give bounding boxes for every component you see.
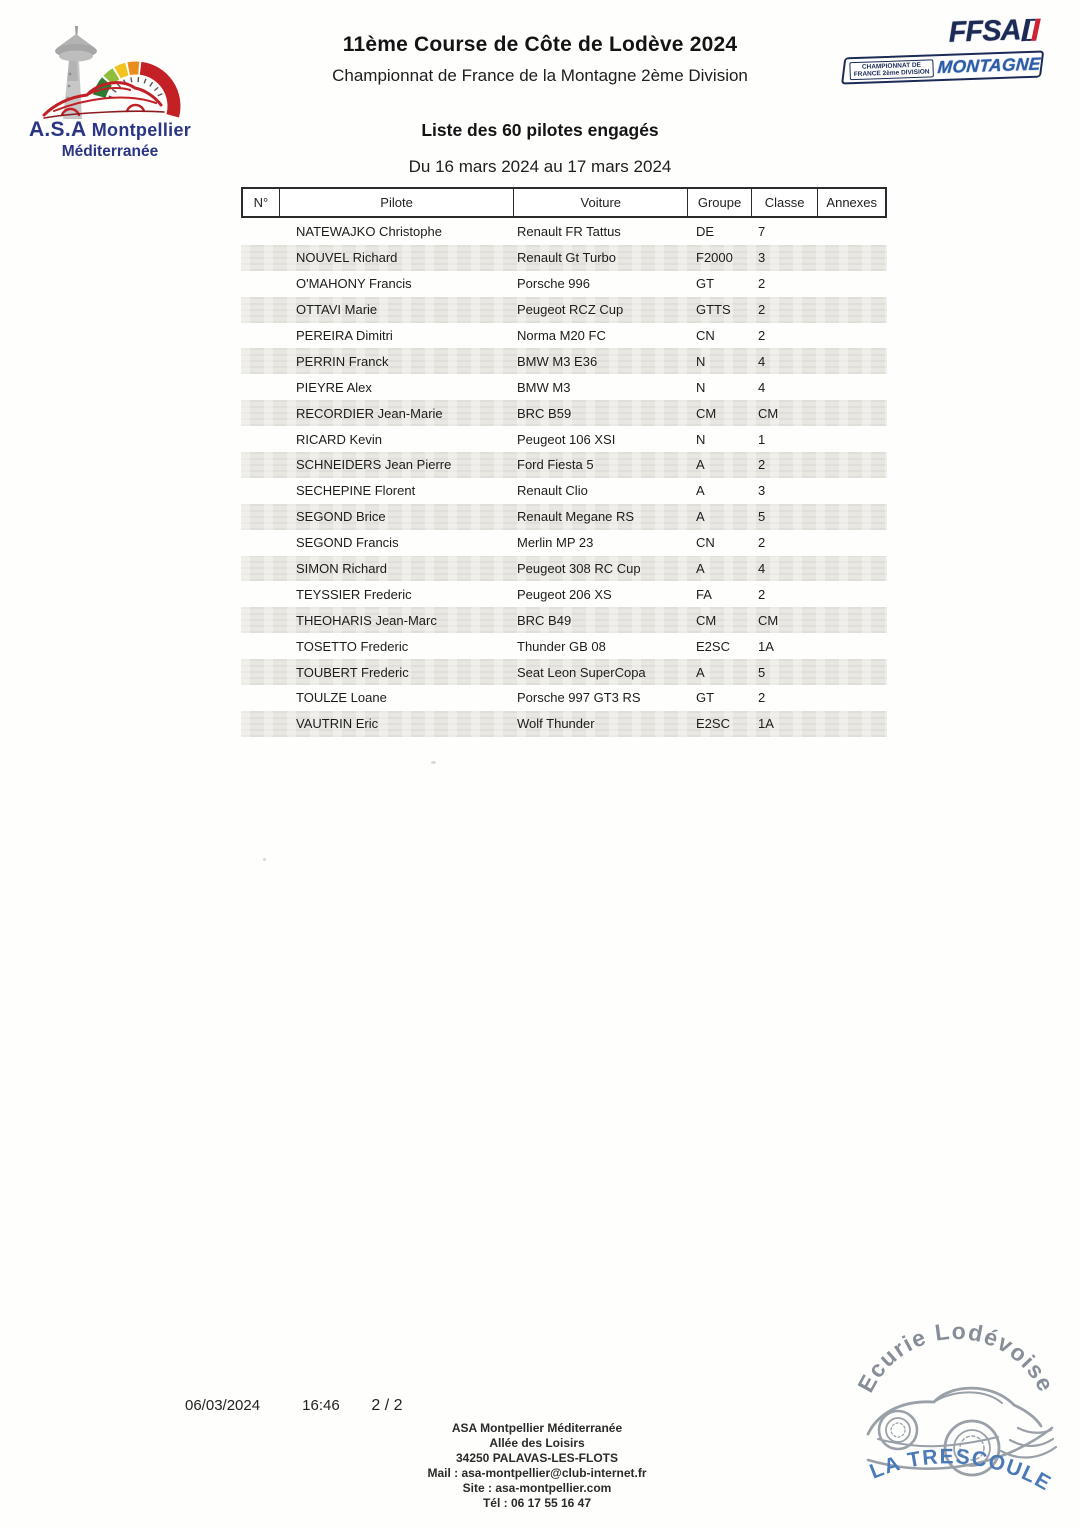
cell-groupe: E2SC — [696, 716, 730, 732]
cell-groupe: A — [696, 457, 705, 473]
table-row — [241, 245, 887, 271]
cell-classe: 2 — [758, 457, 766, 473]
cell-voiture: Renault FR Tattus — [517, 224, 621, 240]
cell-voiture: Thunder GB 08 — [517, 638, 606, 654]
scan-speck — [431, 761, 436, 764]
column-header-annexes: Annexes — [826, 195, 878, 210]
cell-pilote: NATEWAJKO Christophe — [296, 224, 442, 240]
cell-classe: CM — [758, 612, 779, 628]
cell-voiture: Porsche 996 — [517, 276, 590, 292]
table-row — [241, 297, 887, 323]
column-header-n-: N° — [243, 189, 280, 216]
org-address-line: Mail : asa-montpellier@club-internet.fr — [427, 1465, 647, 1480]
cell-pilote: THEOHARIS Jean-Marc — [296, 612, 437, 628]
ecurie-lodevoise-logo — [850, 1318, 1065, 1525]
cell-pilote: RICARD Kevin — [296, 431, 382, 447]
cell-classe: 1A — [758, 638, 774, 654]
cell-classe: 7 — [758, 224, 766, 240]
org-address-line: Site : asa-montpellier.com — [462, 1480, 612, 1495]
asa-name: A.S.A Montpellier — [28, 118, 192, 141]
cell-groupe: E2SC — [696, 638, 730, 654]
table-row — [241, 426, 887, 452]
cell-classe: 4 — [758, 353, 766, 369]
cell-classe: 2 — [758, 586, 766, 602]
cell-classe: 4 — [758, 379, 766, 395]
cell-classe: 2 — [758, 690, 766, 706]
table-row — [241, 711, 887, 737]
cell-voiture: Norma M20 FC — [517, 328, 606, 343]
column-header-voiture: Voiture — [514, 189, 688, 216]
table-row — [241, 685, 887, 711]
table-row — [241, 581, 887, 607]
cell-pilote: PIEYRE Alex — [296, 379, 372, 395]
cell-classe: 5 — [758, 664, 766, 680]
cell-voiture: Seat Leon SuperCopa — [517, 664, 646, 680]
cell-classe: CM — [758, 405, 779, 421]
table-row — [241, 219, 887, 245]
cell-pilote: TOUBERT Frederic — [296, 664, 409, 680]
ffsa-division-label: CHAMPIONNAT DE FRANCE 2ème DIVISION — [849, 59, 933, 80]
asa-region: Méditerranée — [61, 143, 159, 160]
cell-groupe: DE — [696, 224, 715, 240]
cell-voiture: Merlin MP 23 — [517, 535, 594, 551]
table-row — [241, 478, 887, 504]
cell-groupe: GT — [696, 690, 715, 706]
date-range: Du 16 mars 2024 au 17 mars 2024 — [408, 157, 672, 176]
org-address-line: 34250 PALAVAS-LES-FLOTS — [455, 1450, 619, 1465]
table-row — [241, 374, 887, 400]
table-row — [241, 556, 887, 582]
cell-voiture: BMW M3 E36 — [517, 353, 598, 369]
cell-pilote: TEYSSIER Frederic — [296, 586, 412, 602]
cell-classe: 2 — [758, 328, 766, 343]
cell-voiture: Renault Gt Turbo — [517, 250, 616, 266]
cell-classe: 1 — [758, 431, 766, 447]
cell-voiture: BRC B49 — [517, 612, 572, 628]
cell-voiture: Ford Fiesta 5 — [517, 457, 594, 473]
table-row — [241, 348, 887, 374]
cell-classe: 5 — [758, 509, 766, 525]
cell-voiture: BRC B59 — [517, 405, 572, 421]
table-header-row — [241, 187, 887, 218]
entry-table — [241, 187, 887, 737]
column-header-groupe: Groupe — [688, 189, 752, 216]
cell-classe: 2 — [758, 276, 766, 292]
footer-meta — [185, 1397, 402, 1415]
cell-groupe: CN — [696, 535, 715, 551]
table-row — [241, 452, 887, 478]
cell-groupe: CM — [696, 612, 717, 628]
cell-pilote: TOULZE Loane — [296, 690, 387, 706]
cell-pilote: PEREIRA Dimitri — [296, 328, 393, 343]
cell-groupe: GT — [696, 276, 715, 292]
table-body — [241, 219, 887, 737]
ecurie-logo-graphic — [850, 1318, 1065, 1525]
cell-groupe: GTTS — [696, 302, 731, 318]
cell-pilote: VAUTRIN Eric — [296, 716, 379, 732]
ffsa-wordmark: FFSA — [948, 14, 1021, 49]
cell-voiture: Peugeot 308 RC Cup — [517, 561, 641, 577]
table-row — [241, 607, 887, 633]
cell-pilote: SEGOND Brice — [296, 509, 386, 525]
print-date: 06/03/2024 — [185, 1397, 261, 1414]
cell-voiture: Porsche 997 GT3 RS — [517, 690, 641, 706]
print-time: 16:46 — [302, 1397, 340, 1414]
french-flag-icon — [1019, 19, 1041, 51]
table-row — [241, 530, 887, 556]
cell-voiture: Wolf Thunder — [517, 716, 595, 732]
table-row — [241, 659, 887, 685]
table-row — [241, 633, 887, 659]
cell-pilote: NOUVEL Richard — [296, 250, 398, 266]
cell-classe: 4 — [758, 561, 766, 577]
org-address-line: Allée des Loisirs — [489, 1435, 585, 1450]
cell-groupe: A — [696, 509, 705, 525]
event-subtitle: Championnat de France de la Montagne 2ème Division — [332, 66, 748, 85]
table-row — [241, 323, 887, 349]
ecurie-arc-text: Ecurie Lodévoise — [852, 1318, 1060, 1397]
cell-voiture: BMW M3 — [517, 379, 571, 395]
org-address-line: Tél : 06 17 55 16 47 — [482, 1495, 592, 1510]
list-title: Liste des 60 pilotes engagés — [421, 120, 659, 140]
column-header-pilote: Pilote — [280, 189, 515, 216]
ecurie-bottom-text: LA TRESCOULE — [866, 1445, 1056, 1496]
cell-pilote: OTTAVI Marie — [296, 302, 378, 318]
column-header-classe: Classe — [752, 189, 819, 216]
cell-pilote: O'MAHONY Francis — [296, 276, 412, 292]
cell-pilote: SCHNEIDERS Jean Pierre — [296, 457, 452, 473]
cell-classe: 2 — [758, 302, 766, 318]
ffsa-montagne-logo — [841, 14, 1043, 82]
table-row — [241, 400, 887, 426]
table-row — [241, 504, 887, 530]
cell-pilote: SEGOND Francis — [296, 535, 399, 551]
cell-pilote: SIMON Richard — [296, 561, 388, 577]
cell-voiture: Peugeot RCZ Cup — [517, 302, 624, 318]
cell-voiture: Peugeot 206 XS — [517, 586, 612, 602]
cell-classe: 2 — [758, 535, 766, 551]
table-row — [241, 271, 887, 297]
cell-pilote: RECORDIER Jean-Marie — [296, 405, 443, 421]
cell-classe: 1A — [758, 716, 774, 732]
scan-speck — [263, 858, 266, 861]
cell-groupe: A — [696, 561, 705, 577]
cell-groupe: F2000 — [696, 250, 733, 266]
cell-classe: 3 — [758, 483, 766, 499]
cell-voiture: Peugeot 106 XSI — [517, 431, 616, 447]
cell-groupe: FA — [696, 586, 712, 602]
cell-pilote: TOSETTO Frederic — [296, 638, 409, 654]
page-number: 2 / 2 — [371, 1397, 403, 1414]
cell-groupe: CN — [696, 328, 715, 343]
org-address-line: ASA Montpellier Méditerranée — [451, 1421, 623, 1435]
event-title: 11ème Course de Côte de Lodève 2024 — [342, 33, 738, 56]
ffsa-brand-row — [841, 14, 1042, 57]
cell-groupe: A — [696, 483, 705, 499]
cell-pilote: PERRIN Franck — [296, 353, 389, 369]
cell-groupe: CM — [696, 405, 717, 421]
cell-groupe: N — [696, 379, 706, 395]
cell-groupe: A — [696, 664, 705, 680]
cell-pilote: SECHEPINE Florent — [296, 483, 416, 499]
cell-voiture: Renault Clio — [517, 483, 588, 499]
cell-groupe: N — [696, 353, 706, 369]
cell-voiture: Renault Megane RS — [517, 509, 635, 525]
cell-classe: 3 — [758, 250, 766, 266]
cell-groupe: N — [696, 431, 706, 447]
ffsa-montagne-wordmark: MONTAGNE — [936, 53, 1042, 78]
